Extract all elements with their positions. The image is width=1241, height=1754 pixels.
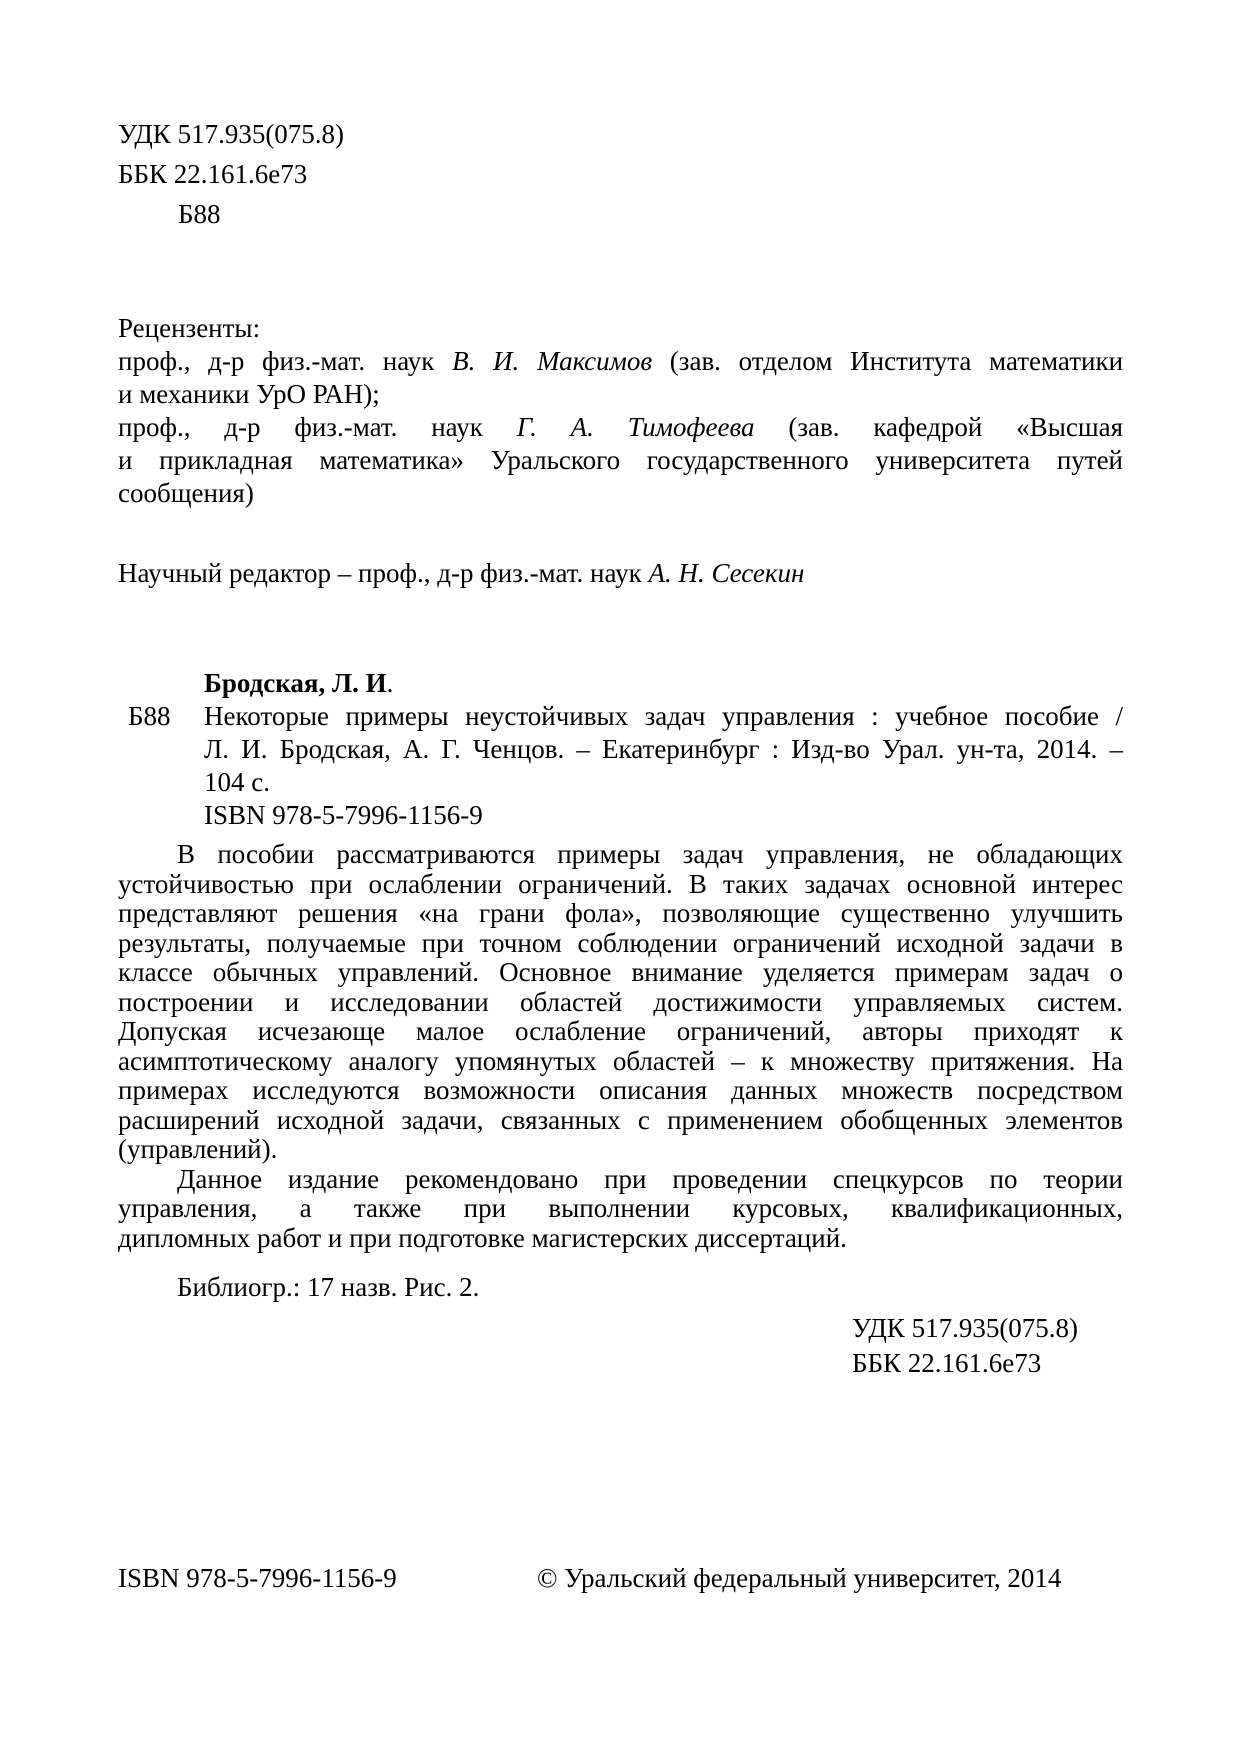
catalog-isbn: ISBN 978-5-7996-1156-9 xyxy=(204,800,483,830)
abstract-p2 xyxy=(118,1165,1123,1254)
abstract-line: расширений исходной задачи, связанных с применением обобщенных элементов xyxy=(118,1104,1123,1135)
reviewers-heading: Рецензенты: xyxy=(118,313,261,343)
abstract-line: классе обычных управлений. Основное внимание уделяется примерам задач о xyxy=(118,957,1123,987)
header-classification xyxy=(118,118,344,231)
reviewer-1-name: В. И. Максимов xyxy=(452,346,653,376)
abstract-line: построении и исследовании областей достижимости управляемых систем. xyxy=(118,986,1123,1017)
reviewer-2-line2: и прикладная математика» Уральского государственного университета путей xyxy=(118,445,1123,475)
reviewers-section xyxy=(118,312,1123,510)
abstract-line: устойчивостью при ослаблении ограничений. В таких задачах основной интерес xyxy=(118,868,1123,899)
abstract-line: представляют решения «на грани фола», позволяющие существенно улучшить xyxy=(118,898,1123,928)
author-sign-code: Б88 xyxy=(178,199,221,229)
catalog-author: Бродская, Л. И. xyxy=(204,668,394,698)
reviewer-1-line2: и механики УрО РАН); xyxy=(118,379,380,409)
udk-code: УДК 517.935(075.8) xyxy=(118,119,345,149)
abstract-line: (управлений). xyxy=(118,1134,278,1164)
footer-copyright: © Уральский федеральный университет, 2014 xyxy=(537,1563,1062,1593)
udk-code-bottom: УДК 517.935(075.8) xyxy=(852,1313,1079,1343)
reviewer-1-line1: проф., д-р физ.-мат. наук В. И. Максимов (зав. отделом Института математики xyxy=(118,346,1124,376)
reviewer-2-line1: проф., д-р физ.-мат. наук Г. А. Тимофеева (зав. кафедрой «Высшая xyxy=(118,412,1124,442)
reviewer-2-line3: сообщения) xyxy=(118,478,254,508)
catalog-author-line: Л. И. Бродская, А. Г. Ченцов. – Екатеринбург : Изд-во Урал. ун-та, 2014. – xyxy=(204,734,1123,764)
bibliography-note: Библиогр.: 17 назв. Рис. 2. xyxy=(177,1272,480,1302)
abstract-p1 xyxy=(118,840,1123,1165)
scientific-editor: Научный редактор – проф., д-р физ.-мат. наук А. Н. Сесекин xyxy=(118,558,805,588)
abstract-line: дипломных работ и при подготовке магистерских диссертаций. xyxy=(118,1222,847,1253)
bottom-classification xyxy=(852,1312,1078,1380)
abstract xyxy=(118,840,1123,1303)
abstract-line: Допуская исчезающе малое ослабление ограничений, авторы приходят к xyxy=(118,1016,1123,1046)
editor-name: А. Н. Сесекин xyxy=(648,558,805,588)
abstract-line: асимптотическому аналогу упомянутых областей – к множеству притяжения. На xyxy=(118,1045,1123,1076)
catalog-code: Б88 xyxy=(128,701,171,731)
catalog-title-line: Некоторые примеры неустойчивых задач управления : учебное пособие / xyxy=(204,701,1123,731)
reviewer-2-name: Г. А. Тимофеева xyxy=(516,412,755,442)
catalog-card xyxy=(118,667,1123,832)
footer-isbn: ISBN 978-5-7996-1156-9 xyxy=(118,1563,397,1593)
abstract-line: примерах исследуются возможности описания данных множеств посредством xyxy=(118,1075,1123,1105)
bbk-code-bottom: ББК 22.161.6е73 xyxy=(852,1348,1042,1378)
catalog-body xyxy=(118,700,1123,832)
abstract-line: Данное издание рекомендовано при проведении спецкурсов по теории xyxy=(177,1163,1123,1194)
abstract-line: управления, а также при выполнении курсовых, квалификационных, xyxy=(118,1193,1123,1223)
abstract-line: результаты, получаемые при точном соблюдении ограничений исходной задачи в xyxy=(118,927,1123,958)
abstract-line: В пособии рассматриваются примеры задач управления, не обладающих xyxy=(177,839,1123,869)
catalog-pages: 104 с. xyxy=(204,767,270,797)
bbk-code: ББК 22.161.6е73 xyxy=(118,159,308,189)
